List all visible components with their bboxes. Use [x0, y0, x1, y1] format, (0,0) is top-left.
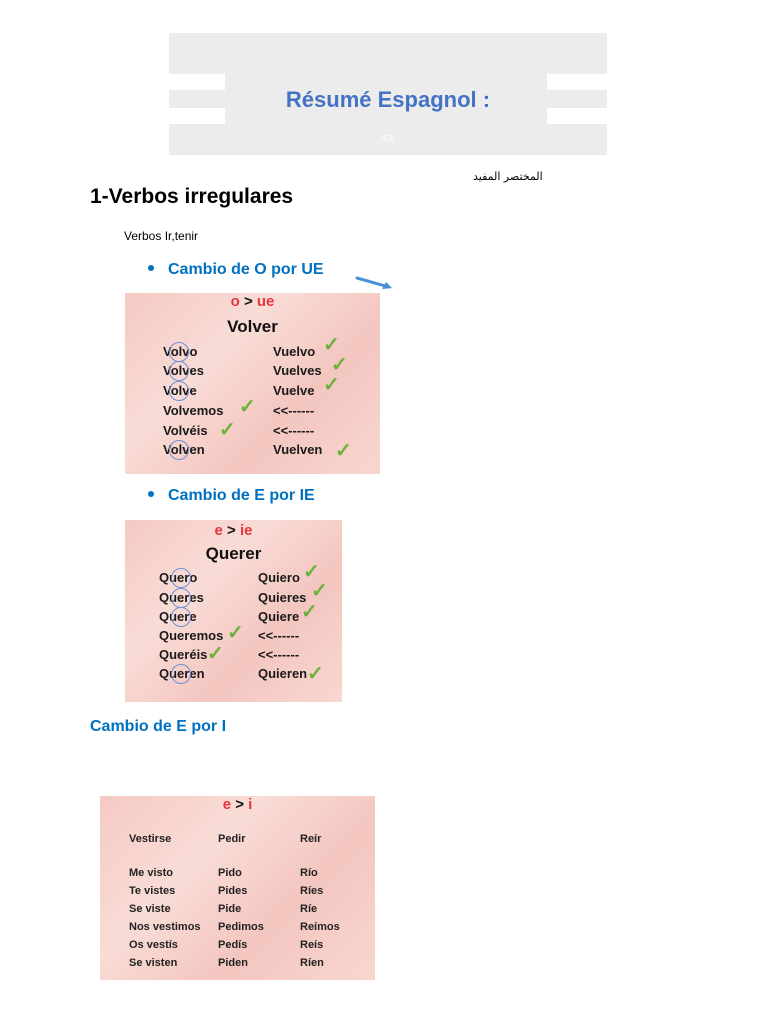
page-title: Résumé Espagnol : — [285, 87, 491, 112]
rule-label: o > ue — [230, 293, 275, 310]
checkmark-icon: ✓ — [301, 601, 318, 623]
heading-e-ie: Cambio de E por IE — [148, 487, 315, 505]
checkmark-icon: ✓ — [307, 663, 324, 685]
bullet-icon — [148, 491, 154, 497]
highlight-circle — [169, 381, 189, 401]
table-cell: Pides — [218, 885, 248, 897]
highlight-circle — [171, 588, 191, 608]
checkmark-icon: ✓ — [323, 374, 340, 396]
checkmark-icon: ✓ — [207, 643, 224, 665]
table-cell: Pido — [218, 867, 242, 879]
arabic-caption: المختصر المفيد — [473, 170, 543, 183]
list-item: Volvéis — [163, 423, 208, 438]
table-cell: Reís — [300, 939, 324, 951]
table-cell: Ríen — [300, 957, 324, 969]
column-header: Vestirse — [129, 833, 172, 845]
list-item: Volves — [163, 363, 204, 378]
column-header: Reír — [300, 833, 322, 845]
list-item: Vuelven — [273, 442, 323, 457]
list-item: Quere — [159, 609, 197, 624]
list-item: <<------ — [273, 423, 315, 438]
list-item: Vuelve — [273, 383, 315, 398]
card-o-ue — [125, 293, 380, 474]
list-item: Vuelves — [273, 363, 322, 378]
table-cell: Ríes — [300, 885, 324, 897]
banner-subtitle: ICK — [381, 134, 395, 143]
verb-title: Volver — [227, 317, 278, 336]
column-header: Pedir — [218, 833, 246, 845]
table-cell: Reímos — [300, 921, 340, 933]
highlight-circle — [169, 342, 189, 362]
highlight-circle — [169, 440, 189, 460]
list-item: Quiere — [258, 609, 300, 624]
list-item: Quiero — [258, 570, 300, 585]
list-item: Volvo — [163, 344, 198, 359]
checkmark-icon: ✓ — [227, 622, 244, 644]
table-cell: Os vestís — [129, 939, 178, 951]
list-item: Vuelvo — [273, 344, 316, 359]
list-item: <<------ — [258, 647, 300, 662]
checkmark-icon: ✓ — [323, 334, 340, 356]
verb-title: Querer — [205, 544, 262, 563]
list-item: Quieres — [258, 590, 307, 605]
highlight-circle — [171, 607, 191, 627]
rule-label: e > i — [222, 796, 253, 813]
list-item: Queremos — [159, 628, 224, 643]
table-cell: Pide — [218, 903, 242, 915]
list-item: Queren — [159, 666, 205, 681]
list-item: Volvemos — [163, 403, 224, 418]
section-title: 1-Verbos irregulares — [90, 185, 294, 208]
checkmark-icon: ✓ — [335, 440, 352, 462]
table-cell: Río — [300, 867, 318, 879]
table-cell: Se visten — [129, 957, 178, 969]
table-cell: Ríe — [300, 903, 318, 915]
heading-e-i: Cambio de E por I — [90, 718, 227, 735]
checkmark-icon: ✓ — [239, 396, 256, 418]
rule-label: e > ie — [214, 522, 253, 539]
checkmark-icon: ✓ — [311, 580, 328, 602]
checkmark-icon: ✓ — [219, 419, 236, 441]
table-cell: Me visto — [129, 867, 174, 879]
list-item: Queréis — [159, 647, 208, 662]
table-cell: Piden — [218, 957, 248, 969]
card-e-i — [100, 796, 375, 980]
header-banner — [169, 33, 607, 155]
highlight-circle — [171, 664, 191, 684]
list-item: Volven — [163, 442, 205, 457]
table-cell: Nos vestimos — [129, 921, 201, 933]
table-cell: Se viste — [129, 903, 171, 915]
list-item: Quieren — [258, 666, 308, 681]
list-item: <<------ — [258, 628, 300, 643]
bullet-icon — [148, 265, 154, 271]
highlight-circle — [171, 568, 191, 588]
list-item: <<------ — [273, 403, 315, 418]
highlight-circle — [169, 361, 189, 381]
card-e-ie — [125, 520, 342, 702]
table-cell: Pedís — [218, 939, 248, 951]
table-cell: Te vistes — [129, 885, 176, 897]
checkmark-icon: ✓ — [303, 561, 320, 583]
list-item: Quero — [159, 570, 198, 585]
heading-o-ue: Cambio de O por UE — [148, 261, 324, 279]
list-item: Volve — [163, 383, 197, 398]
checkmark-icon: ✓ — [331, 354, 348, 376]
table-cell: Pedimos — [218, 921, 264, 933]
list-item: Queres — [159, 590, 204, 605]
section-subtitle: Verbos Ir,tenir — [124, 229, 199, 243]
arrow-right-icon — [355, 274, 395, 292]
